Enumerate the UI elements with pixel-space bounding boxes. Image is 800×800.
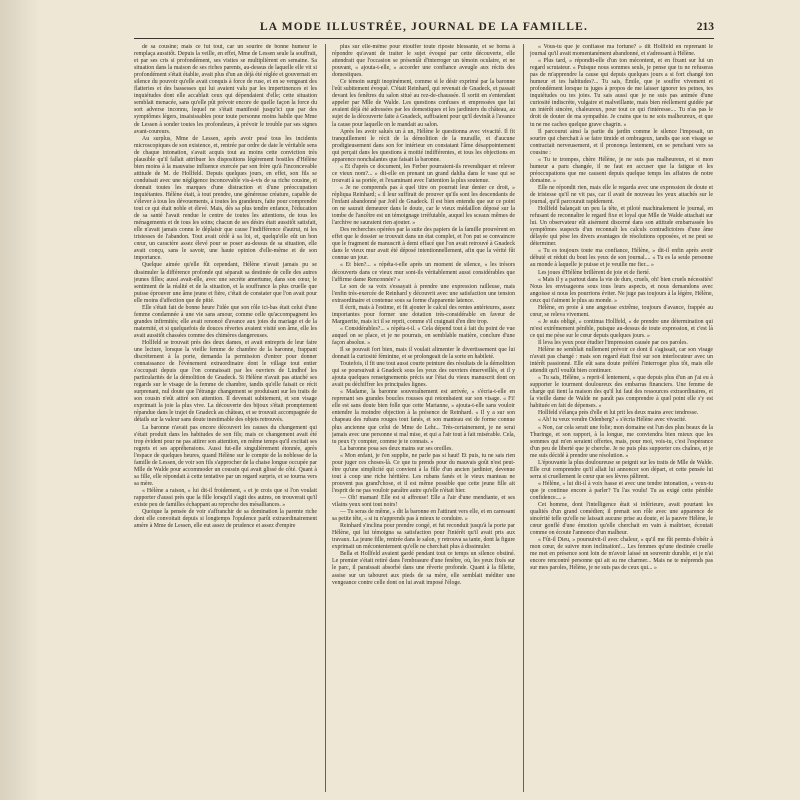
- paragraph: « Mon enfant, je t'en supplie, ne parle pas si haut! Et puis, tu ne sais rien pour juger ces choses-là. Ce que tu prends pour du mauvais goût n'est peut-être qu'une simplicité qui convient à la fille d'un ancien jardinier, devenue tout à coup une riche héritière. Les rubans fanés et le vieux manteau ne prouvent pas grand'chose, et il est même possible que cette jeune fille ait l'esprit de ne pas vouloir paraître autre qu'elle n'était hier.: [332, 452, 515, 494]
- binding-shadow: [0, 0, 40, 800]
- page-header: [134, 20, 714, 39]
- paragraph: Ce témoin surgit inopinément, comme si le désir exprimé par la baronne l'eût subitement évoqué. C'était Reinhard, qui revenait de Gnadeck, et passait devant les fenêtres du salon situé au rez-de-chaussée. Il sortit en s'entendant appeler par Mlle de Walde. Les questions confuses et empressées que lui avaient déjà été adressées par les domestiques et les jardiniers du château, au sujet de la découverte faite à Gnadeck, suffisaient pour qu'il devinât à l'avance la cause pour laquelle on le mandait au salon.: [332, 79, 515, 128]
- paragraph: « Je suis obligé, » continua Hollfeld, « de prendre une détermination qui m'est extrêmement pénible, puisque au-dessus de toute expression, et c'est là ce qui me pèse sur le cœur depuis quelques jours. »: [530, 318, 713, 339]
- paragraph: La baronne n'avait pas encore découvert les causes du changement qui s'était produit dans les habitudes de son fils; mais ce changement avait été trop évident pour ne pas attirer son attention, en même temps qu'il excitait ses regrets et ses appréhensions. Aussi fut-elle singulièrement étonnée, après l'espace de quelques heures, quand Hélène sur le compte de la noblesse de la famille de Lessen, de voir son fils s'approcher de la chaise longue occupée par Mlle de Walde pour accommoder un coussin qui avait glissé de côté. Quant à sa fille, elle répondait à cette tentative par un regard surpris, et se tourna vers sa mère.: [134, 424, 317, 487]
- paragraph: « Hélène, » lui dit-il à voix basse et avec une tendre intonation, « veux-tu que je continue encore à parler? Tu l'as voulu! Tu as exigé cette pénible confidence.... »: [530, 480, 713, 501]
- paragraph: Elle s'était fait de bonne heure l'idée que son rôle ici-bas était celui d'une femme condamnée à une vie sans amour, comme celle qu'accompagnent les grandes infirmités; elle avait renoncé d'avance aux joies du mariage et de la maternité, et si quelquefois de douces rêveries avaient visité son âme, elle les avait aussitôt chassées comme des chimères dangereuses.: [134, 304, 317, 339]
- paragraph: — Tu seras de même, » dit la baronne en l'attirant vers elle, et en caressant sa petite tête, « si tu n'apprends pas à mieux te conduire. »: [332, 509, 515, 523]
- paragraph: Il se pouvait fort bien, mais il voulait alimenter le divertissement que lui donnait la curiosité féminine, et se prolongeait de la sorte en habileté.: [332, 347, 515, 361]
- paragraph: Hollfeld balançait un peu la tête, et piloté machinalement le journal, en refusant de reconnaître le regard fixe et loyal que Mlle de Walde attachait sur lui. Un observateur eût aisément discerné dans son attitude embarrassée les symptômes suspects d'un reconnaît les calculs contradictoires d'une âme délayée qui pèse les divers avantages de résolutions opposées, et ne peut se déterminer.: [530, 206, 713, 248]
- paragraph: plus sur elle-même pour étouffer toute riposte blessante, et se borna à répondre qu'avant de traiter le sujet évoqué par cette découverte, elle attendrait que l'occasion se présentât d'interroger un témoin oculaire, et ne pouvant, « ajouta-t-elle, » accorder une confiance aveugle aux récits des domestiques.: [332, 44, 515, 79]
- paragraph: « Vous-tu que je confiasse ma fortune? » dit Hollfeld en reprenant le journal qu'il avait momentanément abandonné, et s'adressant à Hélène.: [530, 44, 713, 58]
- running-title: LA MODE ILLUSTRÉE, JOURNAL DE LA FAMILLE.: [259, 21, 589, 33]
- paragraph: « Tu te trompes, chère Hélène, je ne suis pas malheureux, et si mon humeur a paru changée, il ne faut en accuser que la fatigue et les préoccupations que me causent depuis quelque temps les affaires de notre domaine. »: [530, 156, 713, 184]
- paragraph: « Non, car cela serait une folie; mon domaine est l'un des plus beaux de la Thuringe, et son rapport, à la longue, me conviendra bien mieux que les sommes qui m'en seraient offertes, mais, pour moi, vois-tu, c'est l'espérance d'un peu de liberté que je cherche. Je ne puis plus supporter ces chaînes, et je me suis décidé à prendre une résolution. »: [530, 424, 713, 459]
- paragraph: L'épouvante la plus douloureuse se peignit sur les traits de Mlle de Walde. Elle crut comprendre qu'il allait lui annoncer son départ, et cette pensée lui serra si cruellement le cœur que ses lèvres pâlirent.: [530, 459, 713, 480]
- paragraph: Quoique la pensée de voir s'affranchir de sa domination la parente riche dont elle convoitait depuis si longtemps l'opulence parût extraordinairement amère à Mme de Lessen, elle eut assez de prudence et assez d'empire: [134, 509, 317, 530]
- paragraph: — Oh! maman! Elle est si affreuse! Elle a l'air d'une mendiante, et ses vilains yeux sont tout noirs!: [332, 495, 515, 509]
- paragraph: « Je ne comprends pas à quel titre on pourrait leur denier ce droit, » répliqua Reinhard; « il leur suffirait de prouver qu'ils sont les descendants de l'enfant abandonné par Joël de Gnadeck. Il est bien entendu que sur ce point on ne saurait demeurer dans le doute, car le vieux médaillon déposé sur la tombe de l'ancêtre est un témoignage irréfutable, auquel les sceaux mêmes de l'archive ne sauraient rien ajouter. »: [332, 184, 515, 227]
- paragraph: « Considérables?... » répéta-t-il. « Cela dépend tout à fait du point de vue auquel on se place, et je ne pourrais, en semblable matière, conclure d'une façon absolue. »: [332, 325, 515, 346]
- paragraph: Hollfeld se trouvait près des deux dames, et avait entrepris de leur faire une lecture, lorsque la vieille femme de chambre de la baronne, frappant discrètement à la porte, demanda la permission d'entrer pour donner connaissance de l'événement extraordinaire dont le village tout entier s'occupait depuis que l'on connaissait par les ouvriers de Lindhof les particularités de la démolition de Gnadeck. Si Hélène n'avait pas attaché ses regards sur le visage de la femme de chambre, tandis qu'elle faisait ce récit surprenant, nul doute que l'étrange changement se produisant sur les traits de son cousin n'eût attiré son attention. Il devenait subitement, et son visage exprimait la joie la plus vive. La découverte des bijoux s'était promptement répandue dans le trajet de Gnadeck au château, et se trouvait accompagnée de détails sur la valeur sans doute inestimable des objets retrouvés.: [134, 339, 317, 424]
- text-column-middle: [332, 44, 515, 792]
- paragraph: Il écrit, mais à l'estime, et fit ajouter le calcul des rentes antérieures, assez importantes pour former une dotation très-considérable en faveur de Marguerite, mais ici il se reprit, comme s'il craignait d'en dire trop.: [332, 304, 515, 325]
- paragraph: Quelque aimée qu'elle fût cependant, Hélène n'avait jamais pu se dissimuler la différence profonde qui séparait sa destinée de celle des autres jeunes filles; aussi avait-elle, avec une secrète amertume, dans son cœur, le sentiment de la réalité et de la situation, et la souffrance la plus cruelle que puisse éprouver une âme jeune et fière, c'était de constater que l'on avait pour elle moins d'affection que de pitié.: [134, 262, 317, 304]
- paragraph: Il leva les yeux pour étudier l'impression causée par ces paroles.: [538, 339, 688, 346]
- paragraph: « Madame, la baronne souveraînement est arrivée, » s'écria-t-elle en reprenant ses grandes boucles rousses qui retombaient sur son visage. « Fi! elle est sans doute bien folle que cette Marianne, » ajouta-t-elle sans vouloir entendre la moindre objection à la présence de Reinhard. « Il y a sur son chapeau des rubans rouges tout fanés, et son manteau est de forme connue plus ancienne que celui de Mme de Lehr... Très-certainement, je ne serai jamais avec une personne si mal mise, et qui a l'air tout à fait misérable. Cela, tu peux t'y compter, comme je te connais. »: [332, 389, 515, 445]
- paragraph: « Et bien?... » répéta-t-elle après un moment de silence, « les trésors découverts dans ce vieux mur sont-ils véritablement aussi considérables que l'affirme dame Renconnée? »: [332, 262, 515, 283]
- paragraph: « Plus tard, » répondit-elle d'un ton mécontent, et en fixant sur lui un regard scrutateur. « Puisque nous sommes seuls, je pense que tu ne refuseras pas de m'apprendre la cause qui depuis quelques jours a si fort changé ton humeur et tes habitudes?... Tu sais, Émile, que je souffre vivement et profondément lorsque tu juges à propos de me laisser ignorer tes peines, tes inquiétudes ou tes joies. Tu sais aussi que je ne suis pas animée d'une curiosité indiscrète, vulgaire et malveillante, mais bien réellement guidée par un intérêt sincère, chaleureux, pour tout ce qui t'intéresse.... Tu n'as pas le droit de douter de ma sympathie. Je crains que tu ne sois malheureux, et que tu ne me caches quelque grave chagrin. »: [530, 58, 713, 128]
- paragraph: La baronne posa ses deux mains sur ses oreilles.: [340, 445, 453, 452]
- paragraph: Le son de sa voix s'essayait à prendre une expression railleuse, mais l'enfin très-exercée de Reinhard y découvrit avec une satisfaction une tension extraordinaire et contenue sous sa forme d'apparente latence.: [332, 283, 515, 304]
- text-columns: [134, 44, 714, 792]
- paragraph: Des recherches opérées par la suite des papiers de la famille prouvèrent en effet que le dossier se trouvait dans un état complet, et l'on put se convaincre que le fragment de manuscrit à demi effacé que l'on avait retrouvé à Gnadeck dans le vieux mur avait été déposé intentionnellement, afin que la vérité fût connue un jour.: [332, 227, 515, 262]
- paragraph: « Tu sais, Hélène, » reprit-il lentement, « que depuis plus d'un an j'ai eu à supporter le tourment douloureux des embarras financiers. Une femme de charge qui tient la maison des qu'il lui faut des ressources extraordinaires, et la vieille dame de Walde ne paraît pas comprendre à quel point elle s'y est habituée en fait de dépenses. »: [530, 375, 713, 410]
- paragraph: « Hélène a raison, » lui dit-il froidement, « et je crois que si l'on voulait rapporter d'aussi près que la fille lorsqu'il s'agit des autres, on trouverait qu'il existe peu de familles échappant au reproche des mésalliances. »: [134, 487, 317, 509]
- page-number: 213: [696, 21, 714, 33]
- paragraph: Hélène ne semblait nullement prévoir ce dont il s'agissait, car son visage n'avait pas changé : mais son regard était fixé sur son interlocuteur avec un intérêt passionné. Elle eût sans doute préféré l'interroger plus tôt, mais elle attendit qu'il voulût bien continuer.: [530, 347, 713, 375]
- paragraph: Il parcourut ainsi la partie du jardin comme le silence l'imposait, un sourire qui cherchait à se faire timide et ombrageux, tandis que son visage se contractait nerveusement, et il prononça lentement, en se penchant vers sa cousine :: [530, 128, 713, 156]
- paragraph: Les joues d'Hélène brillèrent de joie et de fierté.: [538, 269, 651, 276]
- paragraph: de sa cousine; mais ce fut tout, car un sourire de bonne humeur le remplaça aussitôt. Depuis la veille, en effet, Mme de Lessen seule la souffrait, et par ses cris si profondément, ses visites se multiplièrent en semaine. Sa situation dans la maison de ses riches parents, au-dessus de laquelle elle vit si profondément s'était établie, avait plus d'un an déjà été réglée et gouvernait en silence du pouvoir qu'elle avait conquis à force de ruse, et en se vengeant des flatteries et des bassesses qui lui avaient valu par les impertinences et les inquiétudes dont elle accablait ceux qui dépendaient d'elle; cette situation semblait menacée, sans qu'elle pût prévoir encore de quelle façon la force du sort adverse inconnu, lequel ne s'était manifesté jusqu'ici que par des symptômes légers, insaisissables pour toute personne moins habile que Mme de Lessen à sonder toutes les profondeurs, à prévoir le trouble par ses signes avant-coureurs.: [134, 44, 317, 135]
- column-rule: [325, 44, 326, 792]
- paragraph: Toutefois, il fit une tout aussi courte peinture des résultats de la démolition qui se poursuivait à Gnadeck sous les yeux des ouvriers émerveillés, et il y ajouta quelques renseignements précis sur l'état du vieux manuscrit dont on avait pu déchiffrer les principales lignes.: [332, 361, 515, 389]
- paragraph: « Mais il y a partout dans la vie de durs, cruels, oh! bien cruels nécessités! Nous les envisageons sous tous leurs aspects, et nous demandons avec angoisse si nous les pourrions éviter. Ne juge pas toujours à la légère, Hélène, ceux qui t'aiment le plus au monde. »: [530, 276, 713, 304]
- paragraph: « Ah! tu veux vendre Odenberg? » s'écria Hélène avec vivacité.: [538, 417, 687, 424]
- paragraph: Hollfeld s'élança près d'elle et lui prit les deux mains avec tendresse.: [538, 410, 699, 417]
- text-column-left: [134, 44, 317, 792]
- paragraph: « Fût-il Dieu, » poursuivit-il avec chaleur, « qu'il me fût permis d'obéir à mon cœur, de suivre mon inclination!... Les femmes qu'une destinée cruelle me met en présence sont loin de m'avoir laissé un souvenir durable, et je n'ai encore rencontré personne qui ait su me charmer... Mais ne te méprends pas sur mes paroles, Hélène, je ne suis pas de ceux qui... »: [530, 537, 713, 572]
- paragraph: « Et d'après ce document, les Ferber pourraient-ils revendiquer et relever ce vieux nom?... » dit-elle en prenant un grand dahlia dans le vase qui se trouvait à sa portée, et l'examinant avec l'attention la plus soutenue.: [332, 163, 515, 184]
- paragraph: Hélène, en proie à une angoisse extrême, toujours d'avance, frappée au cœur, se releva vivement.: [530, 304, 713, 318]
- paragraph: Au surplus, Mme de Lessen, après avoir pesé tous les incidents microscopiques de son existence, et, rentrée par ordre de date le véritable sens de chaque intonation, s'avait acquis tout au moins cette conviction très plausible qu'il fallait attribuer les dispositions légèrement hostiles d'Hélène bien moins à la mauvaise influence exercée par son frère qu'à l'inconcevable attitude de M. de Hollfeld. Depuis quelques jours, en effet, son fils se conduisait avec une négligence inconcevable vis-à-vis de sa riche cousine, et donnait toutes les marques d'une distraction et d'une préoccupation inquiétantes. Hélène était, à tout prendre, une généreuse créature, capable de s'élever à tous les dévouements, à toutes les grandeurs, faite pour comprendre tout ce qui était noble et élevé. Mais, dès sa plus tendre enfance, l'éducation de sa santé l'avait rendue le centre de toutes les attentions, de tous les ménagements et de tous les soins; chacun de ses désirs était aussitôt satisfait, elle n'avait jamais connu le déplaisir que cause l'indifférence d'autrui, ni les tristesses de l'abandon. Tout avait cédé à sa loi, et, quelqu'elle eût un bon cœur, un caractère assez élevé pour se poser au-dessus de sa situation, elle avait conçu, sans le savoir, une haute opinion d'elle-même et de son importance.: [134, 135, 317, 262]
- paragraph: Après les avoir salués un à un, Hélène le questionna avec vivacité. Il fit tranquillement le récit de la démolition de la muraille, et d'aucune prodigieusement dans son for intérieur en constatant l'âme désappointement qui perçait dans les questions à moitié indifférentes, et tous les objections en apparence nonchalantes que faisait la baronne.: [332, 128, 515, 163]
- paragraph: Cet homme, dont l'intelligence était si inférieure, avait pourtant les qualités d'un grand comédien; il prenait son rôle avec une apparence de sincérité telle qu'elle ne laissait aucune prise au doute, et la pauvre Hélène, le cœur gonflé d'une émotion qu'elle cherchait en vain à maîtriser, écoutait comme on écoute l'annonce d'un malheur.: [530, 502, 713, 537]
- column-rule: [523, 44, 524, 792]
- paragraph: Reinhard s'inclina pour prendre congé, et fut reconduit jusqu'à la porte par Hélène, qui lui témoigna sa satisfaction pour l'intérêt qu'il avait pris aux travaux. La jeune fille, rentrée dans le salon, y retrouva sa tante, dont la figure exprimait un mécontentement qu'elle ne cherchait plus à dissimuler.: [332, 523, 515, 551]
- paragraph: Bella et Hollfeld avaient gardé pendant tout ce temps un silence obstiné. Le premier s'était retiré dans l'embrasure d'une fenêtre, où, les yeux fixés sur le parc, il paraissait absorbé dans une rêverie profonde. Quant à la fillette, assise sur un tabouret aux pieds de sa mère, elle semblait méditer une vengeance contre celle dont on lui avait imposé l'éloge.: [332, 551, 515, 586]
- paragraph: Elle ne répondit rien, mais elle le regarda avec une expression de doute et de tristesse qu'il ne vit pas, car il avait de nouveau les yeux attachés sur le journal, qu'il parcourait rapidement.: [530, 184, 713, 206]
- paragraph: « Tu es toujours toute ma confiance, Hélène, » dit-il enfin après avoir débuté et réduit du bout les yeux de son journal.... « Tu es la seule personne au monde à laquelle je puisse et je veuille me fier... »: [530, 248, 713, 269]
- text-column-right: [530, 44, 713, 792]
